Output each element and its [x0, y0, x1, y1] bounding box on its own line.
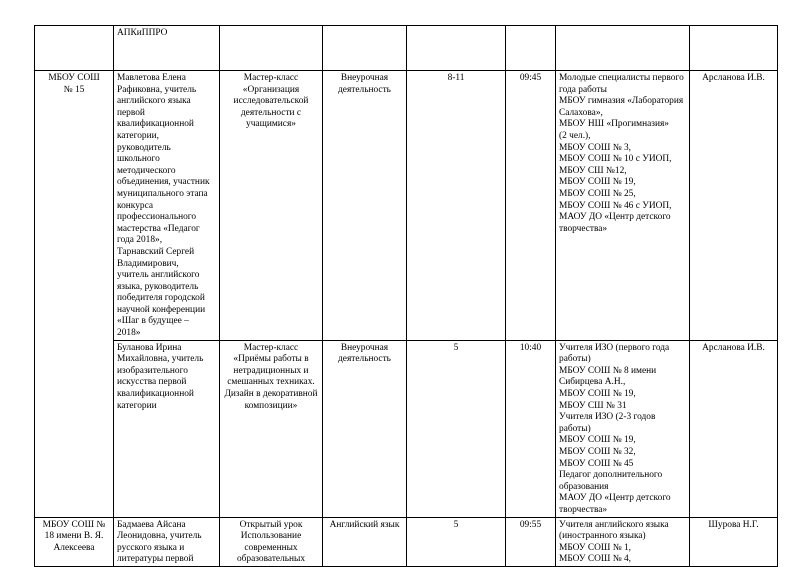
- participant-line: МБОУ СОШ № 1,: [559, 542, 632, 553]
- teacher-line: английского языка: [117, 96, 191, 107]
- event-line: учащимися»: [246, 119, 296, 130]
- participants-cell: [556, 340, 690, 517]
- teacher-line: муниципального этапа: [117, 188, 208, 199]
- participant-line: творчества»: [559, 223, 608, 234]
- school-name-line: 18 имени В. Я.: [44, 531, 104, 542]
- event-cell: [220, 26, 323, 71]
- event-line: Мастер-класс: [243, 73, 299, 83]
- event-line: «Организация: [242, 84, 300, 95]
- responsible-cell: Арсланова И.В.: [690, 340, 778, 517]
- teacher-line: конкурса: [117, 200, 154, 211]
- teacher-line: 2018»: [117, 328, 141, 339]
- event-line: Открытый урок: [239, 519, 303, 530]
- teacher-cell: [114, 26, 220, 71]
- participant-line: (2 чел.),: [559, 130, 591, 141]
- event-cell: [220, 517, 323, 566]
- school-name-line: № 15: [63, 84, 85, 95]
- school-name-line: МБОУ СОШ: [48, 73, 100, 83]
- participant-line: работы): [559, 354, 591, 365]
- responsible-cell: Арсланова И.В.: [690, 71, 778, 341]
- participant-line: Учителя ИЗО (первого года: [559, 342, 670, 353]
- participant-line: образования: [559, 481, 609, 492]
- participant-line: МБОУ СОШ № 45: [559, 458, 634, 469]
- participant-line: года работы: [559, 84, 607, 95]
- teacher-line: русского языка и: [117, 542, 185, 553]
- event-line: нетрадиционных и: [233, 365, 309, 376]
- teacher-line: Рафиковна, учитель: [117, 84, 197, 95]
- teacher-line: года 2018»,: [117, 235, 163, 246]
- teacher-line: литературы первой: [117, 554, 194, 565]
- participant-line: Учителя ИЗО (2-3 годов: [559, 412, 656, 423]
- teacher-line: квалификационной: [117, 119, 194, 130]
- teacher-cell: [114, 517, 220, 566]
- school-cell: [35, 71, 114, 518]
- teacher-line: категории: [117, 400, 157, 411]
- teacher-cell: [114, 71, 220, 341]
- participant-line: работы): [559, 423, 591, 434]
- time-cell: [506, 26, 556, 71]
- teacher-line: профессионального: [117, 212, 197, 223]
- grade-cell: 8-11: [407, 71, 506, 341]
- subject-cell: [323, 71, 407, 341]
- participant-line: МБОУ НШ «Прогимназия»: [559, 119, 669, 130]
- teacher-line: Леонидовна, учитель: [117, 531, 202, 542]
- participant-line: Салахова»,: [559, 107, 603, 118]
- school-cell: [35, 26, 114, 71]
- participants-cell: [556, 71, 690, 341]
- teacher-line: победителя городской: [117, 293, 205, 304]
- teacher-line: школьного: [117, 154, 160, 165]
- time-cell: 09:45: [506, 71, 556, 341]
- table-row: [35, 340, 778, 517]
- teacher-line: языка, руководитель: [117, 281, 199, 292]
- teacher-line: АПКиППРО: [117, 28, 168, 38]
- subject-cell: [323, 517, 407, 566]
- teacher-line: мастерства «Педагог: [117, 223, 200, 234]
- school-cell: [35, 517, 114, 566]
- participant-line: МБОУ СОШ № 32,: [559, 447, 636, 457]
- teacher-line: руководитель: [117, 142, 171, 153]
- school-name-line: Алексеева: [53, 542, 95, 553]
- teacher-line: методического: [117, 165, 176, 176]
- event-line: современных: [244, 542, 298, 553]
- subject-line: Английский язык: [329, 519, 400, 530]
- participants-cell: [556, 517, 690, 566]
- teacher-line: квалификационной: [117, 389, 194, 400]
- teacher-line: Бадмаева Айсана: [117, 519, 186, 530]
- responsible-cell: Шурова Н.Г.: [690, 517, 778, 566]
- event-cell: [220, 71, 323, 341]
- grade-cell: [407, 26, 506, 71]
- table-row: [35, 71, 778, 341]
- teacher-line: категории,: [117, 130, 159, 141]
- participant-line: МБОУ СОШ № 25,: [559, 188, 636, 199]
- event-line: композиции»: [244, 400, 298, 411]
- grade-cell: 5: [407, 517, 506, 566]
- participant-line: МАОУ ДО «Центр детского: [559, 212, 671, 223]
- subject-line: Внеурочная: [340, 342, 389, 353]
- event-line: исследовательской: [233, 96, 309, 107]
- participant-line: Сибирцева А.Н.,: [559, 377, 626, 388]
- participant-line: Учителя английского языка: [559, 519, 669, 530]
- participant-line: Педагог дополнительного: [559, 470, 663, 481]
- teacher-line: «Шаг в будущее –: [117, 316, 189, 327]
- teacher-line: Михайловна, учитель: [117, 354, 204, 365]
- subject-cell: [323, 340, 407, 517]
- participant-line: МБОУ СШ №12,: [559, 165, 627, 176]
- event-line: деятельности с: [240, 107, 302, 118]
- teacher-line: искусства первой: [117, 377, 187, 388]
- teacher-cell: [114, 340, 220, 517]
- event-line: Мастер-класс: [243, 342, 299, 353]
- participant-line: (иностранного языка): [559, 531, 646, 542]
- participant-line: Молодые специалисты первого: [559, 73, 684, 83]
- grade-cell: 5: [407, 340, 506, 517]
- event-cell: [220, 340, 323, 517]
- participant-line: МБОУ СОШ № 4,: [559, 554, 632, 565]
- time-cell: 10:40: [506, 340, 556, 517]
- participant-line: МБОУ гимназия «Лаборатория: [559, 96, 684, 107]
- time-cell: 09:55: [506, 517, 556, 566]
- school-name-line: МБОУ СОШ №: [42, 519, 106, 530]
- event-line: «Приёмы работы в: [233, 354, 309, 365]
- teacher-line: научной конференции: [117, 304, 206, 315]
- teacher-line: изобразительного: [117, 365, 188, 376]
- table-row: [35, 517, 778, 566]
- teacher-line: Мавлетова Елена: [117, 73, 186, 83]
- teacher-line: учитель английского: [117, 270, 200, 281]
- participant-line: МБОУ СОШ № 19,: [559, 435, 636, 446]
- subject-cell: [323, 26, 407, 71]
- subject-line: деятельность: [338, 84, 391, 95]
- participants-cell: [556, 26, 690, 71]
- subject-line: деятельность: [338, 354, 391, 365]
- schedule-table: [34, 25, 778, 567]
- event-line: Дизайн в декоративной: [224, 389, 318, 400]
- participant-line: МБОУ СШ № 31: [559, 400, 627, 411]
- participant-line: МБОУ СОШ № 3,: [559, 142, 632, 153]
- teacher-line: Буланова Ирина: [117, 342, 182, 353]
- teacher-line: первой: [117, 107, 145, 118]
- teacher-line: Тарнавский Сергей: [117, 246, 195, 257]
- teacher-line: объединения, участник: [117, 177, 210, 188]
- participant-line: МБОУ СОШ № 8 имени: [559, 365, 657, 376]
- participant-line: творчества»: [559, 504, 608, 515]
- participant-line: МБОУ СОШ № 46 с УИОП,: [559, 200, 672, 211]
- responsible-cell: [690, 26, 778, 71]
- participant-line: МБОУ СОШ № 10 с УИОП,: [559, 154, 672, 165]
- teacher-line: Владимирович,: [117, 258, 179, 269]
- event-line: Использование: [240, 531, 302, 542]
- event-line: смешанных техниках.: [227, 377, 315, 388]
- table-row: [35, 26, 778, 71]
- participant-line: МБОУ СОШ № 19,: [559, 177, 636, 188]
- participant-line: МАОУ ДО «Центр детского: [559, 493, 671, 504]
- participant-line: МБОУ СОШ № 19,: [559, 389, 636, 400]
- subject-line: Внеурочная: [340, 73, 389, 83]
- event-line: образовательных: [236, 554, 306, 565]
